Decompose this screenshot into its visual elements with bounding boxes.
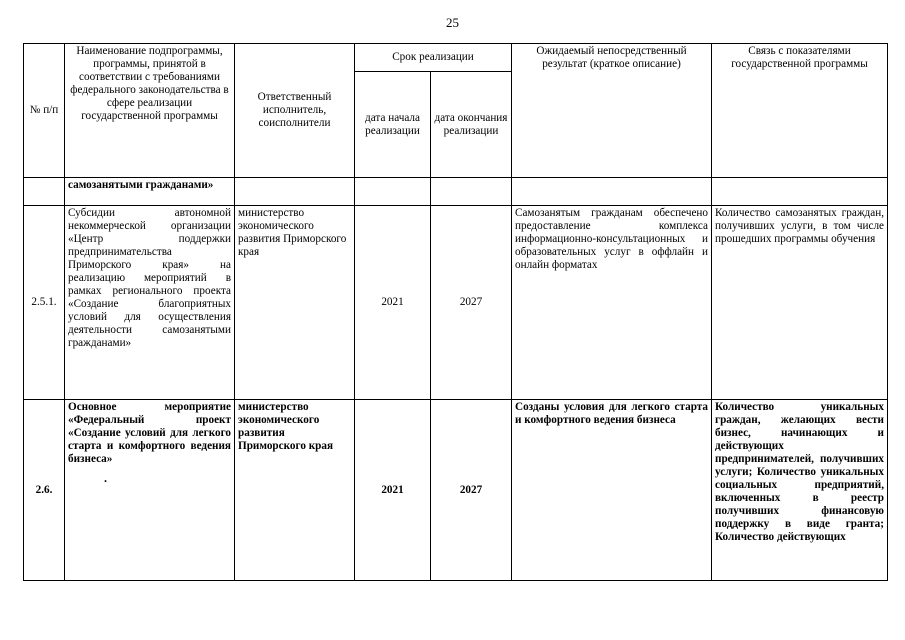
row-start — [355, 178, 431, 206]
row-link — [712, 178, 888, 206]
table-row — [24, 400, 888, 581]
row-start: 2021 — [355, 400, 431, 581]
header-end: дата окончания реализации — [431, 72, 512, 178]
header-row-1 — [24, 44, 888, 72]
table-row — [24, 178, 888, 206]
row-num: 2.6. — [24, 400, 65, 581]
row-name: самозанятыми гражданами» — [65, 178, 235, 206]
row-name: Основное мероприятие «Федеральный проект «Создание условий для легкого старта и комфортного ведения бизнеса» — [68, 401, 231, 465]
header-link: Связь с показателями государственной программы — [712, 44, 888, 178]
row-link — [712, 400, 888, 581]
table-row — [24, 206, 888, 400]
row-result: Самозанятым гражданам обеспечено предоставление комплекса информационно-консультационных и образовательных услуг в оффлайн и онлайн форматах — [512, 206, 712, 400]
row-result — [512, 178, 712, 206]
row-name-cell — [65, 400, 235, 581]
row-link-text: Количество уникальных граждан, желающих вести бизнес, начинающих и действующих предпринимателей, получивших услуги; Количество уникальных социальных предприятий, включенных в реестр получивших финансовую поддержку в виде гранта; Количество действующих — [715, 401, 884, 543]
stray-mark: . — [104, 471, 107, 485]
header-result: Ожидаемый непосредственный результат (краткое описание) — [512, 44, 712, 178]
row-result: Созданы условия для легкого старта и комфортного ведения бизнеса — [512, 400, 712, 581]
header-responsible: Ответственный исполнитель, соисполнители — [235, 44, 355, 178]
header-num: № п/п — [24, 44, 65, 178]
row-name: Субсидии автономной некоммерческой организации «Центр поддержки предпринимательства Приморского края» на реализацию мероприятий в рамках регионального проекта «Создание благоприятных условий для осуществления деятельности самозанятыми гражданами» — [65, 206, 235, 400]
row-end: 2027 — [431, 206, 512, 400]
page-number: 25 — [446, 15, 459, 30]
row-responsible: министерство экономического развития Приморского края — [235, 400, 355, 581]
program-table — [23, 43, 888, 581]
header-name: Наименование подпрограммы, программы, принятой в соответствии с требованиями федерального законодательства в сфере реализации государственной программы — [65, 44, 235, 178]
row-start: 2021 — [355, 206, 431, 400]
row-end — [431, 178, 512, 206]
row-responsible — [235, 178, 355, 206]
row-responsible: министерство экономического развития Приморского края — [235, 206, 355, 400]
row-end: 2027 — [431, 400, 512, 581]
header-term: Срок реализации — [355, 44, 512, 72]
header-start: дата начала реализации — [355, 72, 431, 178]
row-num — [24, 178, 65, 206]
row-num: 2.5.1. — [24, 206, 65, 400]
row-link: Количество самозанятых граждан, получивших услуги, в том числе прошедших программы обучения — [712, 206, 888, 400]
